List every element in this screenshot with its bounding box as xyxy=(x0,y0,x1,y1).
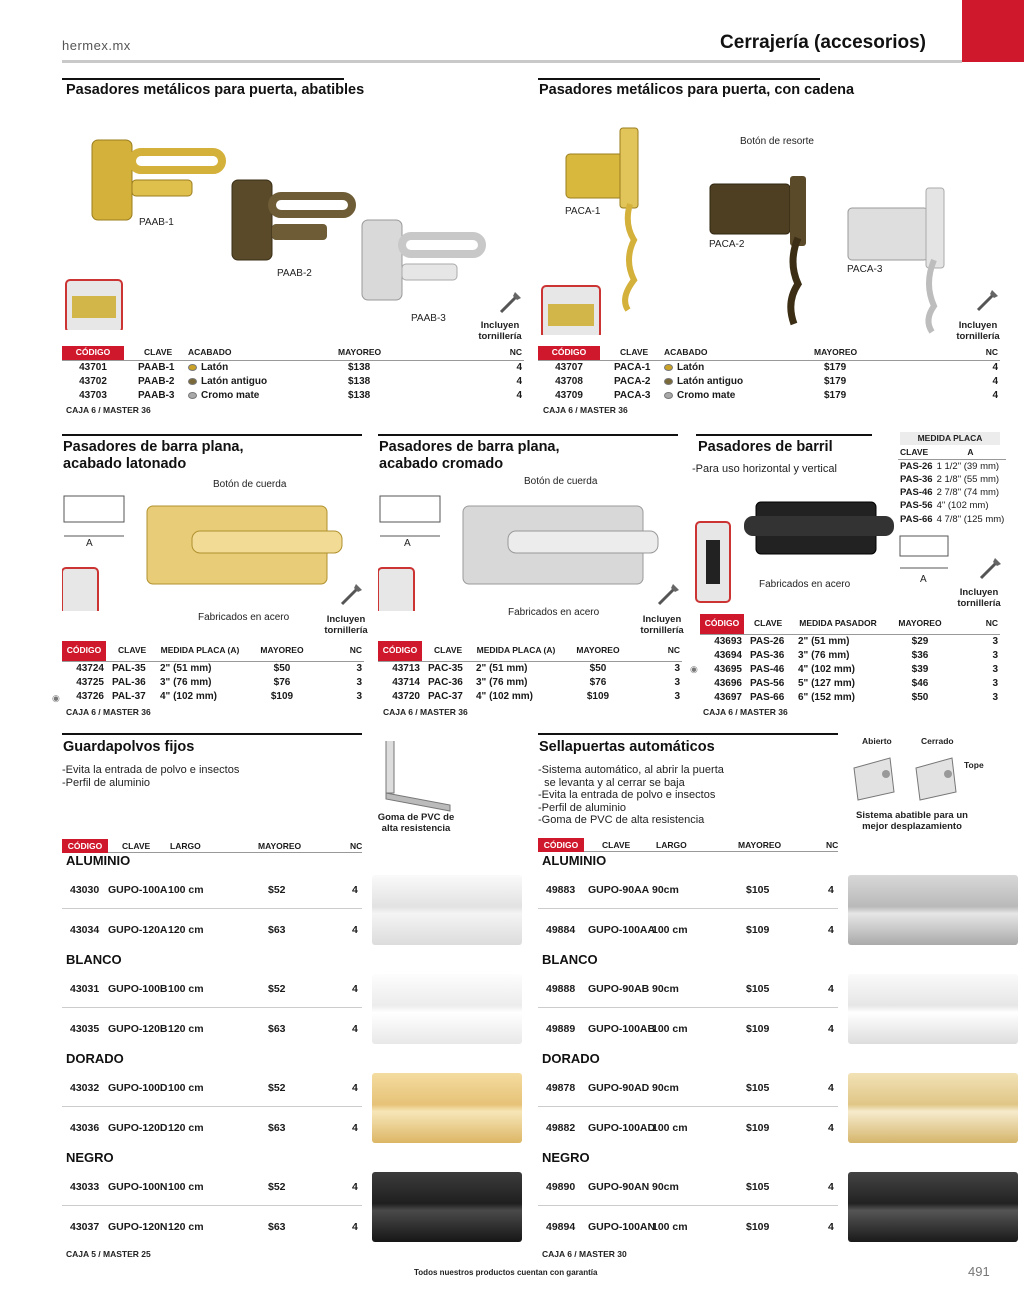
col-clave: CLAVE xyxy=(744,614,796,634)
swing-system-caption: Sistema abatible para un mejor desplazamiento xyxy=(856,810,968,832)
section-title-latonado: Pasadores de barra plana, acabado latonado xyxy=(63,439,244,472)
col-medida: MEDIDA PLACA (A) xyxy=(474,641,558,661)
plate-dimension-diagram xyxy=(900,536,948,568)
cord-button-caption: Botón de cuerda xyxy=(524,476,598,487)
table-row: 43697 PAS-66 6" (152 mm) $50 3 xyxy=(714,691,998,703)
screws-note: Incluyen tornillería xyxy=(324,614,368,636)
bolt-bar xyxy=(508,531,658,553)
pack-info: CAJA 6 / MASTER 36 xyxy=(66,707,151,717)
col-clave: CLAVE xyxy=(600,346,662,360)
section-title-guardapolvos: Guardapolvos fijos xyxy=(63,739,195,755)
label-paca-3: PACA-3 xyxy=(847,264,883,275)
table-row: 43707 PACA-1 Latón $179 4 xyxy=(555,361,998,373)
paca-1-guard xyxy=(566,128,638,310)
col-mayoreo: MAYOREO xyxy=(242,641,322,661)
finish-swatch xyxy=(664,378,673,385)
spring-button-caption: Botón de resorte xyxy=(740,136,814,147)
section-bar xyxy=(538,78,820,80)
section-title-cadena: Pasadores metálicos para puerta, con cadena xyxy=(539,82,855,98)
col-acabado: ACABADO xyxy=(186,346,336,360)
dimension-a: A xyxy=(86,538,93,549)
table-cromado xyxy=(378,641,682,703)
section-color-tab xyxy=(962,0,1024,62)
screw-icon xyxy=(977,554,1005,582)
open-label: Abierto xyxy=(862,736,892,746)
label-paab-3: PAAB-3 xyxy=(411,313,446,324)
group-title: DORADO xyxy=(66,1051,124,1066)
table-row: 43696 PAS-56 5" (127 mm) $46 3 xyxy=(714,677,998,689)
col-mayoreo: MAYOREO xyxy=(880,614,960,634)
latonado-product-image xyxy=(62,476,372,611)
steel-caption: Fabricados en acero xyxy=(759,579,851,590)
row-divider xyxy=(62,1205,362,1206)
group-title: DORADO xyxy=(542,1051,600,1066)
col-mayoreo: MAYOREO xyxy=(336,346,436,360)
profile-strip-image xyxy=(372,974,522,1044)
label-paca-2: PACA-2 xyxy=(709,239,745,250)
table-barril xyxy=(700,614,1000,704)
profile-strip-image xyxy=(848,1172,1018,1242)
table-cadena xyxy=(538,346,1000,402)
col-nc: NC xyxy=(322,641,364,661)
page-number: 491 xyxy=(968,1264,990,1279)
row-divider xyxy=(538,1205,838,1206)
table-row: 49889 GUPO-100AB 100 cm $109 4 xyxy=(546,1023,834,1035)
table-row: 49878 GUPO-90AD 90cm $105 4 xyxy=(546,1082,834,1094)
group-title: NEGRO xyxy=(66,1150,114,1165)
profile-strip-image xyxy=(372,1073,522,1143)
table-row: 49890 GUPO-90AN 90cm $105 4 xyxy=(546,1181,834,1193)
table-row: 49888 GUPO-90AB 90cm $105 4 xyxy=(546,983,834,995)
group-title: BLANCO xyxy=(542,952,598,967)
table-row: 43701 PAAB-1 Latón $138 4 xyxy=(79,361,522,373)
table-latonado xyxy=(62,641,364,703)
table-row: 43037 GUPO-120N 120 cm $63 4 xyxy=(70,1221,358,1233)
table-row: PAS-66 4 7/8" (125 mm) xyxy=(900,513,1005,525)
row-divider xyxy=(62,1106,362,1107)
pack-info: CAJA 6 / MASTER 36 xyxy=(66,405,151,415)
cord-button-caption: Botón de cuerda xyxy=(213,479,287,490)
screws-note: Incluyen tornillería xyxy=(957,587,1001,609)
paab-1-latch xyxy=(92,140,222,220)
group-title: BLANCO xyxy=(66,952,122,967)
page-title: Cerrajería (accesorios) xyxy=(720,32,926,53)
table-row: 43702 PAAB-2 Latón antiguo $138 4 xyxy=(79,375,522,387)
plate-size-title: MEDIDA PLACA xyxy=(900,432,1000,445)
header-divider xyxy=(62,60,962,63)
col-medida: MEDIDA PLACA (A) xyxy=(158,641,242,661)
plate-dimension-diagram xyxy=(64,496,124,536)
table-row: 49882 GUPO-100AD 100 cm $109 4 xyxy=(546,1122,834,1134)
steel-caption: Fabricados en acero xyxy=(198,612,290,623)
row-divider xyxy=(62,1007,362,1008)
pack-info: CAJA 6 / MASTER 30 xyxy=(542,1249,627,1259)
table-abatibles xyxy=(62,346,524,402)
col-codigo: CÓDIGO xyxy=(378,641,422,661)
paab-2-latch xyxy=(232,180,352,260)
eye-icon: ◉ xyxy=(52,693,60,703)
label-paca-1: PACA-1 xyxy=(565,206,601,217)
table-row: 43034 GUPO-120A 120 cm $63 4 xyxy=(70,924,358,936)
guardapolvos-profile-diagram xyxy=(380,737,460,813)
paca-2-guard xyxy=(710,176,806,324)
col-codigo: CÓDIGO xyxy=(62,641,106,661)
col-mayoreo: MAYOREO xyxy=(558,641,638,661)
guarantee-note: Todos nuestros productos cuentan con garantía xyxy=(414,1268,598,1277)
dimension-a: A xyxy=(404,538,411,549)
section-bar xyxy=(62,434,362,436)
col-codigo: CÓDIGO xyxy=(538,346,600,360)
bolt-bar xyxy=(192,531,342,553)
profile-strip-image xyxy=(848,1073,1018,1143)
table-row: 49894 GUPO-100AN 100 cm $109 4 xyxy=(546,1221,834,1233)
col-nc: NC xyxy=(638,641,682,661)
dimension-a: A xyxy=(920,574,927,585)
col-mayoreo: MAYOREO xyxy=(812,346,912,360)
row-divider xyxy=(538,908,838,909)
profile-strip-image xyxy=(848,974,1018,1044)
paab-3-latch xyxy=(362,220,482,300)
profile-strip-image xyxy=(372,875,522,945)
section-title-sellapuertas: Sellapuertas automáticos xyxy=(539,739,715,755)
table-row: PAS-56 4" (102 mm) xyxy=(900,500,989,512)
table-row: 43030 GUPO-100A 100 cm $52 4 xyxy=(70,884,358,896)
table-row: 43035 GUPO-120B 120 cm $63 4 xyxy=(70,1023,358,1035)
section-title-abatibles: Pasadores metálicos para puerta, abatibles xyxy=(66,82,365,98)
col-clave: CLAVE xyxy=(106,641,158,661)
col-nc: NC xyxy=(436,346,524,360)
screw-icon xyxy=(338,580,366,608)
steel-caption: Fabricados en acero xyxy=(508,607,600,618)
table-row: 43694 PAS-36 3" (76 mm) $36 3 xyxy=(714,649,998,661)
table-row: PAS-36 2 1/8" (55 mm) xyxy=(900,473,1000,485)
cadena-product-image xyxy=(540,120,980,335)
table-row: 43713 PAC-35 2" (51 mm) $50 3 xyxy=(392,662,680,674)
sellapuertas-mechanism-diagram xyxy=(850,748,966,804)
pack-info: CAJA 6 / MASTER 36 xyxy=(383,707,468,717)
table-row: 43714 PAC-36 3" (76 mm) $76 3 xyxy=(392,676,680,688)
package-blister xyxy=(62,568,98,611)
section-bar xyxy=(696,434,872,436)
table-row: 43036 GUPO-120D 120 cm $63 4 xyxy=(70,1122,358,1134)
finish-swatch xyxy=(188,392,197,399)
screw-icon xyxy=(974,286,1002,314)
table-row: 43720 PAC-37 4" (102 mm) $109 3 xyxy=(392,690,680,702)
screws-note: Incluyen tornillería xyxy=(956,320,1000,342)
pack-info: CAJA 6 / MASTER 36 xyxy=(543,405,628,415)
col-medida: MEDIDA PASADOR xyxy=(796,614,880,634)
site-url: hermex.mx xyxy=(62,38,131,53)
screw-icon xyxy=(655,580,683,608)
finish-swatch xyxy=(664,364,673,371)
paca-3-guard xyxy=(848,188,944,332)
col-clave: CLAVE xyxy=(124,346,186,360)
col-clave: CLAVE xyxy=(422,641,474,661)
col-codigo: CÓDIGO xyxy=(700,614,744,634)
profile-strip-image xyxy=(848,875,1018,945)
barril-feature: -Para uso horizontal y vertical xyxy=(692,463,837,475)
group-title: NEGRO xyxy=(542,1150,590,1165)
closed-label: Cerrado xyxy=(921,736,954,746)
table-row: 43725 PAL-36 3" (76 mm) $76 3 xyxy=(76,676,362,688)
col-acabado: ACABADO xyxy=(662,346,812,360)
screw-icon xyxy=(497,288,525,316)
finish-swatch xyxy=(188,364,197,371)
section-bar xyxy=(378,434,678,436)
group-title: ALUMINIO xyxy=(66,853,131,868)
row-divider xyxy=(538,1007,838,1008)
screws-note: Incluyen tornillería xyxy=(478,320,522,342)
col-nc: NC xyxy=(960,614,1000,634)
label-paab-2: PAAB-2 xyxy=(277,268,312,279)
table-row: 43031 GUPO-100B 100 cm $52 4 xyxy=(70,983,358,995)
section-bar xyxy=(62,78,344,80)
table-row: 43726 PAL-37 4" (102 mm) $109 3 xyxy=(76,690,362,702)
cromado-product-image xyxy=(378,476,688,611)
table-header-guardapolvos: CÓDIGO CLAVE LARGO MAYOREO NC xyxy=(62,839,362,853)
section-title-cromado: Pasadores de barra plana, acabado cromado xyxy=(379,439,560,472)
finish-swatch xyxy=(664,392,673,399)
plate-dimension-diagram xyxy=(380,496,440,536)
abatibles-product-image xyxy=(62,120,502,330)
table-row: 43709 PACA-3 Cromo mate $179 4 xyxy=(555,389,998,401)
sellapuertas-features: -Sistema automático, al abrir la puerta se levanta y al cerrar se baja -Evita la entrada de polvo e insectos -Perfil de aluminio -Goma de PVC de alta resistencia xyxy=(538,764,724,826)
pack-info: CAJA 5 / MASTER 25 xyxy=(66,1249,151,1259)
col-nc: NC xyxy=(912,346,1000,360)
table-row: 43708 PACA-2 Latón antiguo $179 4 xyxy=(555,375,998,387)
table-row: PAS-26 1 1/2" (39 mm) xyxy=(900,460,1000,472)
table-row: 43695 PAS-46 4" (102 mm) $39 3 xyxy=(714,663,998,675)
table-row: 43032 GUPO-100D 100 cm $52 4 xyxy=(70,1082,358,1094)
finish-swatch xyxy=(188,378,197,385)
row-divider xyxy=(538,1106,838,1107)
profile-strip-image xyxy=(372,1172,522,1242)
table-row: 43703 PAAB-3 Cromo mate $138 4 xyxy=(79,389,522,401)
table-row: 49883 GUPO-90AA 90cm $105 4 xyxy=(546,884,834,896)
pvc-caption: Goma de PVC de alta resistencia xyxy=(377,812,455,834)
section-bar xyxy=(538,733,838,735)
group-title: ALUMINIO xyxy=(542,853,607,868)
stop-label: Tope xyxy=(964,760,984,770)
table-row: 43724 PAL-35 2" (51 mm) $50 3 xyxy=(76,662,362,674)
plate-size-table: CLAVE A PAS-26 1 1/2" (39 mm) PAS-36 2 1/8" (55 mm) PAS-46 2 7/8" (74 mm) PAS-56 4" (102 mm) PAS-66 4 7/8" (125 mm) xyxy=(900,447,1005,525)
guardapolvos-features: -Evita la entrada de polvo e insectos -Perfil de aluminio xyxy=(62,764,240,789)
col-codigo: CÓDIGO xyxy=(62,346,124,360)
screws-note: Incluyen tornillería xyxy=(640,614,684,636)
table-header-sellapuertas: CÓDIGO CLAVE LARGO MAYOREO NC xyxy=(538,838,838,852)
table-row: PAS-46 2 7/8" (74 mm) xyxy=(900,487,1000,499)
section-bar xyxy=(62,733,362,735)
label-paab-1: PAAB-1 xyxy=(139,217,174,228)
row-divider xyxy=(62,908,362,909)
table-row: 43033 GUPO-100N 100 cm $52 4 xyxy=(70,1181,358,1193)
pack-info: CAJA 6 / MASTER 36 xyxy=(703,707,788,717)
table-row: 49884 GUPO-100AA 100 cm $109 4 xyxy=(546,924,834,936)
package-blister xyxy=(378,568,414,611)
section-title-barril: Pasadores de barril xyxy=(698,439,833,455)
eye-icon: ◉ xyxy=(690,664,698,674)
table-row: 43693 PAS-26 2" (51 mm) $29 3 xyxy=(714,635,998,647)
